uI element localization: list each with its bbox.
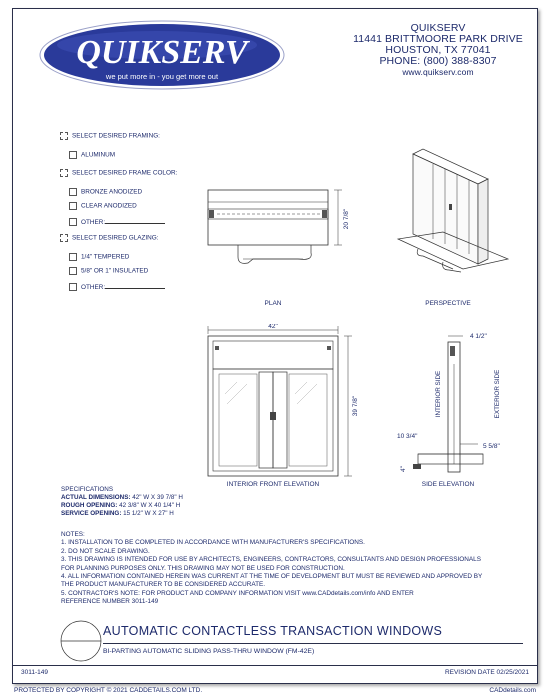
color-other-line[interactable] [105,216,165,224]
front-elevation-label: INTERIOR FRONT ELEVATION [226,481,320,488]
aluminum-checkbox[interactable] [69,151,77,159]
company-address-1: 11441 BRITTMOORE PARK DRIVE [353,33,523,45]
side-elevation-label: SIDE ELEVATION [421,481,475,488]
clear-checkbox[interactable] [69,202,77,210]
plan-view-drawing [203,187,353,287]
option-aluminum[interactable]: ALUMINUM [69,151,115,159]
company-website: www.quikserv.com [402,67,474,77]
exterior-side-label: EXTERIOR SIDE [494,369,501,419]
company-address-2: HOUSTON, TX 77041 [385,44,491,56]
color-heading[interactable]: SELECT DESIRED FRAME COLOR: [60,169,177,177]
insulated-checkbox[interactable] [69,267,77,275]
color-checkbox[interactable] [60,169,68,177]
glazing-other-line[interactable] [105,281,165,289]
note-line: 5. CONTRACTOR'S NOTE: FOR PRODUCT AND COMPANY INFORMATION VISIT www.CADdetails.com/info AND ENTER [61,589,414,597]
spec-rough: ROUGH OPENING: 42 3/8" W X 40 1/4" H [61,502,181,509]
interior-side-label: INTERIOR SIDE [435,370,442,418]
note-line: 4. ALL INFORMATION CONTAINED HEREIN WAS CURRENT AT THE TIME OF DEVELOPMENT BUT MUST BE REVIEWED AND APPROVED BY [61,573,483,581]
bronze-checkbox[interactable] [69,188,77,196]
side-right-dim: 5 5/8" [483,443,500,450]
tempered-checkbox[interactable] [69,253,77,261]
company-info [343,23,533,78]
front-elevation-drawing [203,324,363,484]
quikserv-logo [37,19,287,91]
option-color-other[interactable]: OTHER: [69,216,165,226]
side-top-dim: 4 1/2" [470,333,487,340]
specifications-block [61,486,183,518]
glazing-checkbox[interactable] [60,234,68,242]
footer-divider [13,665,537,666]
perspective-drawing [393,144,513,284]
ref-number: 3011-149 [21,669,48,676]
logo-wordmark: QUIKSERV [76,34,248,71]
framing-checkbox[interactable] [60,132,68,140]
front-height-dim: 39 7/8" [352,395,359,417]
plan-depth-dim: 20 7/8" [343,208,350,230]
side-base-dim: 4" [400,466,407,472]
plan-label: PLAN [264,300,282,307]
option-clear[interactable]: CLEAR ANODIZED [69,202,137,210]
option-bronze[interactable]: BRONZE ANODIZED [69,188,142,196]
main-title: AUTOMATIC CONTACTLESS TRANSACTION WINDOWS [103,624,443,638]
perspective-label: PERSPECTIVE [425,300,471,307]
option-tempered[interactable]: 1/4" TEMPERED [69,253,129,261]
copyright-text: PROTECTED BY COPYRIGHT © 2021 CADDETAILS.COM LTD. [14,687,203,694]
spec-service: SERVICE OPENING: 15 1/2" W X 27" H [61,510,174,517]
notes-block [61,531,482,607]
front-width-dim: 42" [268,324,278,330]
side-elevation-drawing [383,324,533,484]
option-glazing-other[interactable]: OTHER: [69,281,165,291]
spec-actual: ACTUAL DIMENSIONS: 42" W X 39 7/8" H [61,494,183,501]
specs-heading: SPECIFICATIONS [61,486,114,493]
note-line: 2. DO NOT SCALE DRAWING. [61,547,150,555]
note-line: 1. INSTALLATION TO BE COMPLETED IN ACCORDANCE WITH MANUFACTURER'S SPECIFICATIONS. [61,539,365,547]
sub-title: BI-PARTING AUTOMATIC SLIDING PASS-THRU WINDOW (FM-42E) [103,648,315,655]
note-line: REFERENCE NUMBER 3011-149 [61,598,159,606]
color-other-checkbox[interactable] [69,218,77,226]
drawing-sheet [12,8,538,684]
revision-date: REVISION DATE 02/25/2021 [444,669,529,676]
title-divider [103,643,523,644]
framing-heading[interactable]: SELECT DESIRED FRAMING: [60,132,160,140]
caddetails-link[interactable]: CADdetails.com [489,687,536,694]
side-lower-left-dim: 10 3/4" [397,433,418,440]
notes-heading: NOTES: [61,531,85,538]
glazing-other-checkbox[interactable] [69,283,77,291]
glazing-heading[interactable]: SELECT DESIRED GLAZING: [60,234,159,242]
note-line: FOR PLANNING PURPOSES ONLY. THIS DRAWING MAY NOT BE USED FOR CONSTRUCTION. [61,564,345,572]
company-name: QUIKSERV [410,22,466,34]
note-line: 3. THIS DRAWING IS INTENDED FOR USE BY ARCHITECTS, ENGINEERS, CONTRACTORS, CONSULTANTS AND DESIGN PROFESSIONALS [61,556,481,564]
company-phone: PHONE: (800) 388-8307 [379,55,497,67]
note-line: THE PRODUCT MANUFACTURER TO BE CONSIDERED ACCURATE. [61,581,266,589]
section-circle-icon [59,619,103,663]
option-insulated[interactable]: 5/8" OR 1" INSULATED [69,267,148,275]
logo-tagline: we put more in - you get more out [105,72,219,81]
